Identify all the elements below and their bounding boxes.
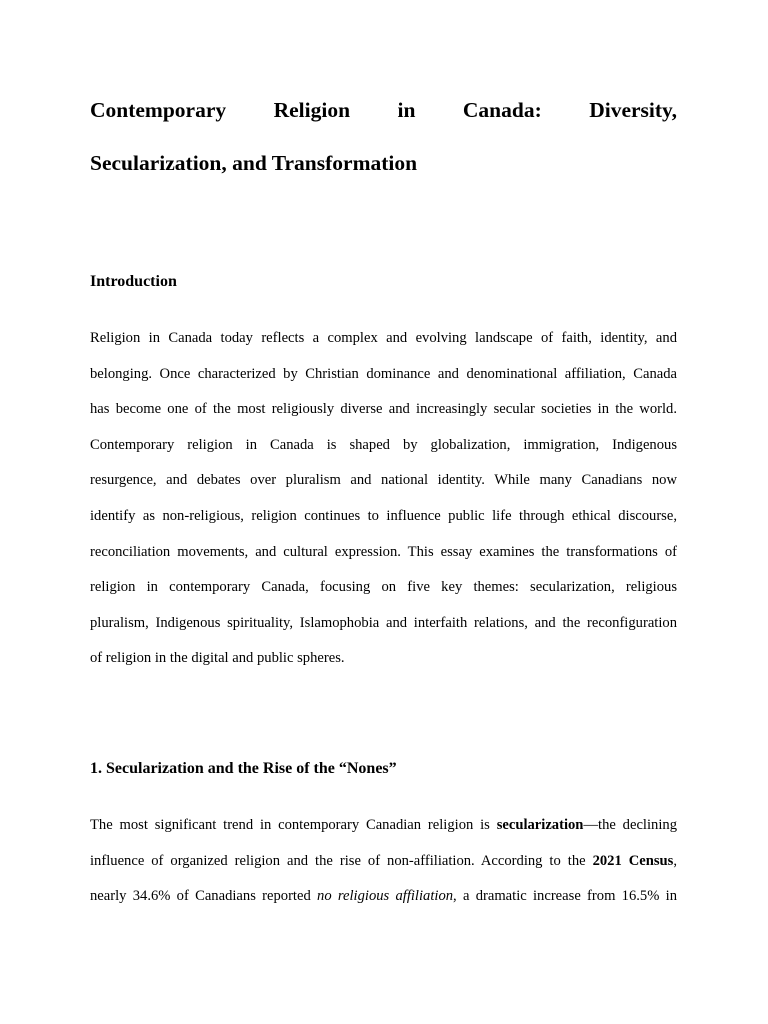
text-run: —the declining	[583, 817, 677, 833]
document-title	[90, 84, 677, 190]
text-run: , a dramatic increase from 16.5% in	[453, 888, 677, 905]
title-line-1: Contemporary Religion in Canada: Diversity,	[90, 98, 677, 122]
paragraph-line: pluralism, Indigenous spirituality, Islamophobia and interfaith relations, and the reconfiguration	[90, 614, 677, 631]
paragraph-line	[90, 808, 677, 844]
bold-term: secularization	[496, 817, 584, 833]
paragraph-line: reconciliation movements, and cultural expression. This essay examines the transformations of	[90, 543, 677, 560]
paragraph-line: Contemporary religion in Canada is shaped by globalization, immigration, Indigenous	[90, 436, 677, 453]
paragraph-line: Religion in Canada today reflects a complex and evolving landscape of faith, identity, and	[90, 330, 677, 346]
title-line-2: Secularization, and Transformation	[90, 151, 418, 175]
italic-term: no religious affiliation	[317, 888, 454, 905]
text-run: nearly 34.6% of Canadians reported	[90, 888, 318, 905]
paragraph-line: has become one of the most religiously diverse and increasingly secular societies in the world.	[90, 401, 677, 418]
text-run: ,	[673, 852, 677, 869]
section-1-heading: 1. Secularization and the Rise of the “Nones”	[90, 760, 397, 777]
text-run: The most significant trend in contemporary Canadian religion is	[90, 817, 497, 833]
section-1-paragraph	[90, 808, 677, 915]
paragraph-line: of religion in the digital and public spheres.	[90, 650, 345, 667]
paragraph-line: resurgence, and debates over pluralism and national identity. While many Canadians now	[90, 472, 677, 489]
introduction-paragraph	[90, 321, 677, 677]
paragraph-line: identify as non-religious, religion continues to influence public life through ethical discourse,	[90, 507, 677, 524]
paragraph-line: religion in contemporary Canada, focusing on five key themes: secularization, religious	[90, 579, 677, 596]
paragraph-line	[90, 879, 677, 915]
introduction-heading: Introduction	[90, 273, 177, 290]
text-run: influence of organized religion and the rise of non-affiliation. According to the	[90, 852, 593, 869]
bold-term: 2021 Census	[592, 852, 674, 869]
paragraph-line	[90, 844, 677, 880]
paragraph-line: belonging. Once characterized by Christian dominance and denominational affiliation, Canada	[90, 365, 677, 382]
